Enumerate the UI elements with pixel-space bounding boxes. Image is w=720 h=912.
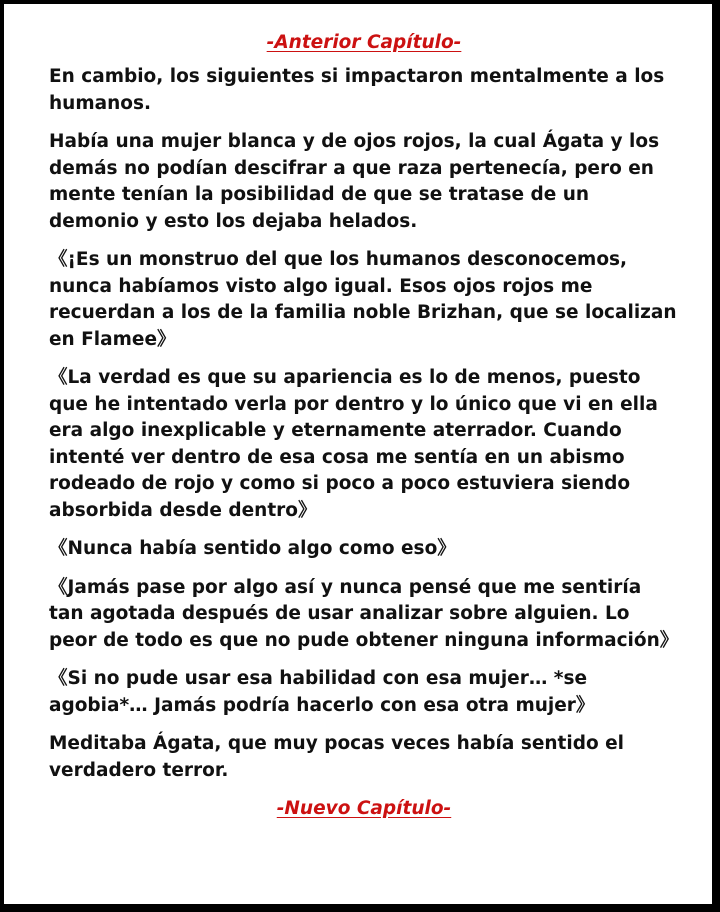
dialogue-paragraph: 《Jamás pase por algo así y nunca pensé que me sentiría tan agotada después de usar analizar sobre alguien. Lo peor de todo es que no pude obtener ninguna información》 [49,576,679,651]
paragraph: En cambio, los siguientes si impactaron mentalmente a los humanos. [49,66,665,114]
paragraph: Meditaba Ágata, que muy pocas veces había sentido el verdadero terror. [49,733,625,781]
paragraph: Había una mujer blanca y de ojos rojos, la cual Ágata y los demás no podían descifrar a que raza pertenecía, pero en mente tenían la posibilidad de que se tratase de un demonio y esto los dejaba helados. [49,131,660,232]
dialogue-paragraph: 《¡Es un monstruo del que los humanos desconocemos, nunca habíamos visto algo igual. Esos ojos rojos me recuerdan a los de la familia noble Brizhan, que se localizan en Flamee》 [49,249,677,350]
next-chapter-heading: -Nuevo Capítulo- [276,798,452,819]
dialogue-paragraph: 《Nunca había sentido algo como eso》 [49,538,456,559]
dialogue-paragraph: 《La verdad es que su apariencia es lo de menos, puesto que he intentado verla por dentro y lo único que vi en ella era algo inexplicable y eternamente aterrador. Cuando intenté ver dentro de esa cosa me sentía en un abismo rodeado de rojo y como si poco a poco estuviera siendo absorbida desde dentro》 [49,367,658,521]
dialogue-paragraph: 《Si no pude usar esa habilidad con esa mujer… *se agobia*… Jamás podría hacerlo con esa otra mujer》 [49,668,595,716]
document-body [49,30,679,822]
previous-chapter-heading: -Anterior Capítulo- [266,32,462,53]
